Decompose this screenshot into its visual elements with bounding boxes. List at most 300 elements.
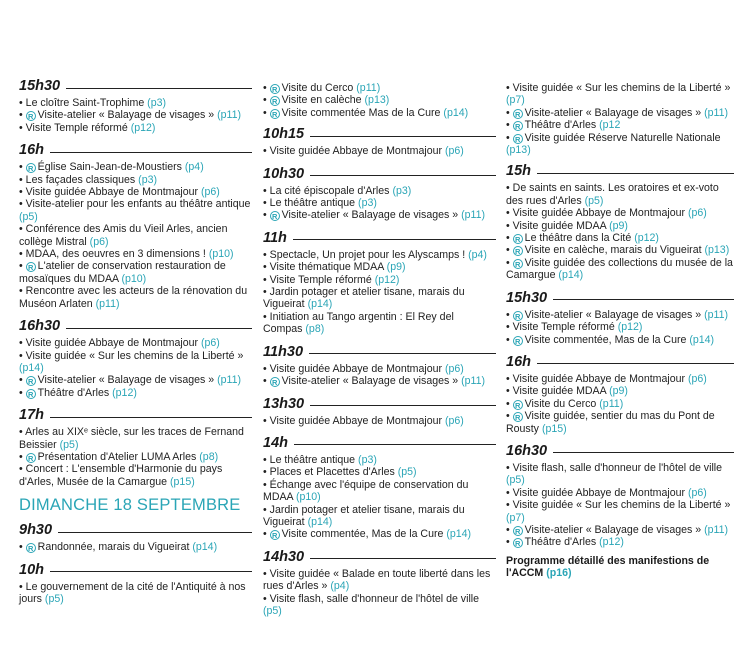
event-item	[263, 593, 496, 618]
event-title: Visite guidée « Sur les chemins de la Liberté »	[512, 82, 731, 94]
event-title: Visite-atelier « Balayage de visages »	[524, 523, 702, 536]
page-ref: (p7)	[506, 94, 525, 107]
heading-rule	[310, 558, 496, 559]
event-title: Visite guidée Abbaye de Montmajour	[269, 145, 443, 158]
column-3-slots	[506, 163, 734, 548]
bullet: •	[263, 197, 267, 210]
event-item	[263, 107, 496, 119]
event-item	[19, 186, 252, 198]
time-label: 16h30	[19, 318, 61, 335]
event-title: Visite guidée Réserve Naturelle Nationale	[524, 131, 721, 144]
page-ref: (p6)	[445, 414, 464, 427]
time-heading	[19, 407, 252, 423]
event-item	[19, 122, 252, 134]
page-ref: (p11)	[704, 523, 729, 536]
time-slot	[263, 344, 496, 388]
page-ref: (p9)	[609, 219, 628, 232]
bullet: •	[506, 232, 510, 245]
time-label: 13h30	[263, 395, 305, 412]
page-ref: (p12)	[634, 232, 659, 245]
bullet: •	[506, 244, 510, 257]
page-ref: (p10)	[121, 272, 147, 285]
event-title: Visite guidée « Sur les chemins de la Liberté »	[25, 349, 244, 362]
page-ref: (p7)	[506, 511, 525, 524]
event-item	[263, 415, 496, 427]
time-heading	[263, 126, 496, 142]
event-title: Visite-atelier pour les enfants au théâtre antique	[25, 198, 251, 211]
time-slot	[263, 230, 496, 336]
reservation-icon: R	[270, 377, 280, 387]
footer-page: (p16)	[546, 567, 572, 580]
event-item	[263, 363, 496, 375]
page-ref: (p5)	[584, 194, 604, 207]
heading-rule	[58, 532, 252, 533]
event-item	[19, 109, 252, 121]
time-heading	[19, 142, 252, 158]
page-ref: (p8)	[199, 450, 219, 463]
event-item	[19, 387, 252, 399]
page-ref: (p15)	[541, 422, 567, 435]
footer-text: Programme détaillé des manifestions de l'ACCM	[506, 554, 710, 580]
event-title: Visite guidée Abbaye de Montmajour	[25, 186, 199, 199]
reservation-icon: R	[270, 96, 280, 106]
page-ref: (p6)	[201, 186, 220, 199]
event-item	[263, 286, 496, 311]
bullet: •	[263, 567, 267, 580]
page-ref: (p11)	[95, 297, 120, 310]
time-label: 16h30	[506, 442, 548, 459]
heading-rule	[537, 173, 734, 174]
reservation-icon: R	[26, 543, 36, 553]
reservation-icon: R	[513, 412, 523, 422]
event-item	[506, 385, 734, 397]
bullet: •	[263, 466, 267, 479]
event-title: Visite du Cerco	[281, 82, 354, 94]
page-ref: (p14)	[443, 106, 469, 119]
event-item	[263, 145, 496, 157]
page-ref: (p11)	[217, 374, 242, 387]
time-slot	[19, 318, 252, 399]
bullet: •	[263, 209, 267, 222]
event-title: Le cloître Saint-Trophime	[25, 97, 145, 109]
event-item	[506, 321, 734, 333]
page-ref: (p4)	[330, 580, 350, 593]
bullet: •	[506, 333, 510, 346]
time-slot	[19, 142, 252, 310]
heading-rule	[50, 152, 252, 153]
event-title: Visite du Cerco	[524, 397, 597, 410]
bullet: •	[263, 286, 267, 299]
time-slot	[19, 407, 252, 488]
bullet: •	[506, 385, 510, 398]
bullet: •	[506, 410, 510, 423]
heading-rule	[309, 353, 496, 354]
time-heading	[506, 163, 734, 179]
bullet: •	[19, 260, 23, 273]
event-title: Visite thématique MDAA	[269, 261, 384, 274]
bullet: •	[506, 106, 510, 119]
time-slot	[506, 290, 734, 346]
event-title: Conférence des Amis du Vieil Arles, ancien collège Mistral	[19, 223, 228, 248]
reservation-icon: R	[513, 336, 523, 346]
event-title: Théâtre d'Arles	[524, 536, 597, 549]
page-ref: (p14)	[446, 528, 472, 541]
event-title: Places et Placettes d'Arles	[269, 466, 395, 479]
reservation-icon: R	[513, 121, 523, 131]
page-ref: (p12)	[599, 536, 624, 549]
event-item	[506, 82, 734, 107]
bullet: •	[506, 182, 510, 195]
page-ref: (p11)	[356, 82, 381, 94]
page-ref: (p15)	[170, 475, 195, 488]
bullet: •	[263, 528, 267, 541]
event-item	[506, 182, 734, 207]
event-item	[19, 541, 252, 553]
reservation-icon: R	[513, 234, 523, 244]
bullet: •	[19, 186, 23, 199]
bullet: •	[19, 374, 23, 387]
event-title: Le gouvernement de la cité de l'Antiquité à nos jours	[19, 580, 246, 605]
page-ref: (p13)	[364, 94, 390, 107]
event-item	[506, 524, 734, 536]
event-title: Visite guidée Abbaye de Montmajour	[512, 486, 686, 499]
event-title: Visite guidée des collections du musée de la Camargue	[506, 256, 733, 282]
page-ref: (p14)	[19, 361, 44, 374]
event-title: Visite guidée Abbaye de Montmajour	[512, 207, 686, 220]
page-ref: (p11)	[704, 106, 729, 119]
event-title: La cité épiscopale d'Arles	[269, 184, 390, 197]
page-ref: (p6)	[688, 207, 707, 220]
page-ref: (p12)	[112, 386, 137, 399]
page-ref: (p10)	[208, 248, 234, 261]
bullet: •	[506, 119, 510, 132]
event-title: Les façades classiques	[25, 173, 136, 186]
event-title: Initiation au Tango argentin : El Rey del Compas	[263, 310, 454, 336]
event-item	[506, 257, 734, 282]
page-ref: (p13)	[704, 244, 730, 257]
bullet: •	[506, 486, 510, 499]
time-slot	[263, 435, 496, 541]
reservation-icon: R	[26, 389, 36, 399]
heading-rule	[66, 88, 252, 89]
event-title: Visite-atelier « Balayage de visages »	[37, 374, 215, 387]
time-label: 17h	[19, 407, 44, 424]
page-ref: (p11)	[599, 397, 624, 410]
reservation-icon: R	[26, 163, 36, 173]
event-item	[263, 504, 496, 529]
bullet: •	[263, 184, 267, 197]
event-item	[506, 220, 734, 232]
column-3	[506, 82, 734, 580]
event-title: Église Sain-Jean-de-Moustiers	[37, 161, 182, 174]
event-title: Visite guidée Abbaye de Montmajour	[25, 337, 199, 350]
reservation-icon: R	[26, 111, 36, 121]
event-item	[506, 107, 734, 119]
event-item	[19, 248, 252, 260]
event-item	[263, 94, 496, 106]
event-title: Visite flash, salle d'honneur de l'hôtel de ville	[269, 592, 480, 605]
event-item	[19, 374, 252, 386]
heading-rule	[310, 136, 496, 137]
bullet: •	[263, 261, 267, 274]
event-title: Visite guidée, sentier du mas du Pont de Rousty	[506, 410, 715, 435]
page-ref: (p3)	[138, 173, 158, 186]
page-ref: (p5)	[263, 604, 282, 617]
time-slot	[263, 126, 496, 157]
heading-rule	[310, 175, 496, 176]
page-ref: (p6)	[688, 372, 707, 385]
bullet: •	[263, 145, 267, 158]
event-item	[19, 174, 252, 186]
event-item	[506, 119, 734, 131]
time-slot	[506, 163, 734, 281]
bullet: •	[263, 94, 267, 107]
page-ref: (p14)	[192, 541, 218, 554]
event-item	[506, 373, 734, 385]
event-item	[263, 479, 496, 504]
time-heading	[263, 435, 496, 451]
reservation-icon: R	[26, 453, 36, 463]
time-heading	[19, 318, 252, 334]
event-title: Visite en calèche	[281, 94, 362, 107]
event-item	[263, 568, 496, 593]
time-label: 16h	[19, 142, 44, 159]
bullet: •	[506, 536, 510, 549]
event-item	[263, 185, 496, 197]
bullet: •	[19, 198, 23, 211]
event-item	[506, 309, 734, 321]
time-slot	[506, 443, 734, 549]
bullet: •	[19, 541, 23, 554]
page-ref: (p3)	[358, 453, 377, 466]
page-ref: (p11)	[704, 308, 729, 321]
event-item	[506, 536, 734, 548]
event-title: Théâtre d'Arles	[37, 386, 110, 399]
time-heading	[506, 290, 734, 306]
heading-rule	[310, 405, 496, 406]
reservation-icon: R	[513, 311, 523, 321]
time-slot	[263, 396, 496, 427]
page-ref: (p5)	[397, 466, 417, 479]
page-ref: (p9)	[386, 261, 406, 274]
heading-rule	[50, 571, 252, 572]
page-ref: (p11)	[461, 375, 486, 388]
heading-rule	[537, 363, 734, 364]
page-ref: (p5)	[44, 592, 64, 605]
bullet: •	[263, 503, 267, 516]
bullet: •	[19, 223, 23, 236]
page-ref: (p10)	[295, 491, 321, 504]
event-item	[506, 334, 734, 346]
event-title: Visite Temple réformé	[269, 273, 372, 286]
bullet: •	[19, 463, 23, 476]
time-slot	[19, 522, 252, 553]
event-item	[506, 487, 734, 499]
page-ref: (p14)	[689, 333, 715, 346]
event-title: Visite-atelier « Balayage de visages »	[281, 209, 459, 222]
event-title: Visite guidée MDAA	[512, 219, 607, 232]
bullet: •	[19, 248, 23, 261]
page-ref: (p12)	[617, 321, 643, 334]
time-slot	[19, 562, 252, 606]
bullet: •	[263, 273, 267, 286]
event-item	[263, 82, 496, 94]
bullet: •	[19, 97, 23, 109]
event-item	[19, 426, 252, 451]
heading-rule	[553, 299, 734, 300]
event-item	[506, 207, 734, 219]
time-slot	[506, 354, 734, 435]
time-label: 10h30	[263, 165, 305, 182]
event-title: Théâtre d'Arles	[524, 119, 597, 132]
event-title: Visite-atelier « Balayage de visages »	[524, 106, 702, 119]
event-item	[506, 132, 734, 157]
page-ref: (p14)	[558, 269, 584, 282]
page-ref: (p3)	[358, 197, 377, 210]
page-ref: (p11)	[217, 109, 242, 122]
column-2	[263, 82, 496, 617]
event-title: Échange avec l'équipe de conservation du MDAA	[263, 478, 469, 504]
reservation-icon: R	[513, 259, 523, 269]
time-heading	[263, 344, 496, 360]
time-label: 11h	[263, 229, 287, 246]
event-item	[506, 398, 734, 410]
event-item	[263, 209, 496, 221]
page-ref: (p11)	[461, 209, 486, 222]
reservation-icon: R	[270, 84, 280, 94]
heading-rule	[293, 239, 496, 240]
event-item	[19, 260, 252, 285]
bullet: •	[263, 453, 267, 466]
event-title: Jardin potager et atelier tisane, marais du Vigueirat	[263, 286, 465, 311]
bullet: •	[506, 207, 510, 220]
page-ref: (p6)	[201, 337, 220, 350]
event-item	[263, 261, 496, 273]
page-ref: (p3)	[392, 184, 412, 197]
bullet: •	[506, 499, 510, 512]
event-title: Visite en calèche, marais du Vigueirat	[524, 244, 702, 257]
column-2-lead	[263, 82, 496, 119]
event-item	[19, 198, 252, 223]
event-title: Randonnée, marais du Vigueirat	[37, 541, 190, 554]
event-item	[506, 499, 734, 524]
event-title: Jardin potager et atelier tisane, marais du Vigueirat	[263, 503, 465, 528]
event-item	[506, 410, 734, 435]
event-item	[19, 161, 252, 173]
page-ref: (p6)	[688, 486, 707, 499]
time-heading	[19, 562, 252, 578]
event-item	[19, 581, 252, 606]
page-ref: (p14)	[307, 515, 333, 528]
event-title: L'atelier de conservation restauration de mosaïques du MDAA	[19, 260, 226, 285]
event-item	[19, 451, 252, 463]
bullet: •	[19, 161, 23, 174]
page-ref: (p12	[599, 119, 621, 132]
sunday-slots	[19, 522, 252, 605]
time-label: 10h15	[263, 126, 305, 143]
event-item	[19, 463, 252, 488]
bullet: •	[506, 131, 510, 144]
bullet: •	[506, 397, 510, 410]
time-heading	[263, 166, 496, 182]
event-title: Visite Temple réformé	[25, 121, 128, 134]
event-item	[506, 462, 734, 487]
page-ref: (p8)	[305, 323, 325, 336]
bullet: •	[19, 285, 23, 298]
event-title: Visite-atelier « Balayage de visages »	[524, 308, 702, 321]
event-item	[506, 232, 734, 244]
bullet: •	[19, 173, 23, 186]
time-label: 16h	[506, 353, 531, 370]
column-1	[19, 78, 252, 605]
event-item	[19, 97, 252, 109]
bullet: •	[19, 450, 23, 463]
event-title: Visite guidée MDAA	[512, 385, 607, 398]
time-label: 14h	[263, 434, 288, 451]
event-item	[263, 197, 496, 209]
time-heading	[263, 230, 496, 246]
page-ref: (p4)	[468, 248, 487, 261]
reservation-icon: R	[513, 538, 523, 548]
bullet: •	[263, 310, 267, 323]
event-title: MDAA, des oeuvres en 3 dimensions !	[25, 248, 206, 261]
bullet: •	[506, 321, 510, 334]
bullet: •	[506, 256, 510, 269]
time-heading	[506, 443, 734, 459]
heading-rule	[50, 417, 252, 418]
event-item	[506, 244, 734, 256]
heading-rule	[553, 452, 734, 453]
time-slot	[19, 78, 252, 134]
reservation-icon: R	[270, 211, 280, 221]
event-item	[263, 466, 496, 478]
page-ref: (p4)	[184, 161, 204, 174]
bullet: •	[263, 106, 267, 119]
bullet: •	[19, 426, 23, 439]
event-title: Visite guidée Abbaye de Montmajour	[269, 362, 443, 375]
event-item	[19, 350, 252, 375]
event-title: Visite commentée, Mas de la Cure	[524, 333, 687, 346]
event-title: Visite flash, salle d'honneur de l'hôtel de ville	[512, 461, 723, 474]
event-title: De saints en saints. Les oratoires et ex-voto des rues d'Arles	[506, 182, 719, 207]
event-title: Visite guidée Abbaye de Montmajour	[269, 414, 443, 427]
event-title: Visite guidée « Balade en toute liberté dans les rues d'Arles »	[263, 567, 491, 593]
page-ref: (p12)	[130, 121, 156, 134]
event-title: Le théâtre dans la Cité	[524, 232, 632, 245]
time-label: 15h30	[19, 78, 61, 94]
bullet: •	[506, 523, 510, 536]
bullet: •	[506, 219, 510, 232]
event-title: Le théâtre antique	[269, 453, 356, 466]
bullet: •	[19, 337, 23, 350]
time-label: 10h	[19, 561, 44, 578]
bullet: •	[263, 82, 267, 94]
heading-rule	[66, 328, 252, 329]
event-item	[263, 528, 496, 540]
reservation-icon: R	[26, 262, 36, 272]
event-title: Visite-atelier « Balayage de visages »	[281, 375, 459, 388]
saturday-slots	[19, 78, 252, 488]
time-heading	[263, 549, 496, 565]
reservation-icon: R	[513, 526, 523, 536]
bullet: •	[263, 478, 267, 491]
event-title: Présentation d'Atelier LUMA Arles	[37, 450, 197, 463]
event-title: Visite Temple réformé	[512, 321, 615, 334]
page-ref: (p13)	[506, 144, 531, 157]
bullet: •	[263, 414, 267, 427]
page-ref: (p5)	[19, 210, 38, 223]
time-heading	[19, 522, 252, 538]
